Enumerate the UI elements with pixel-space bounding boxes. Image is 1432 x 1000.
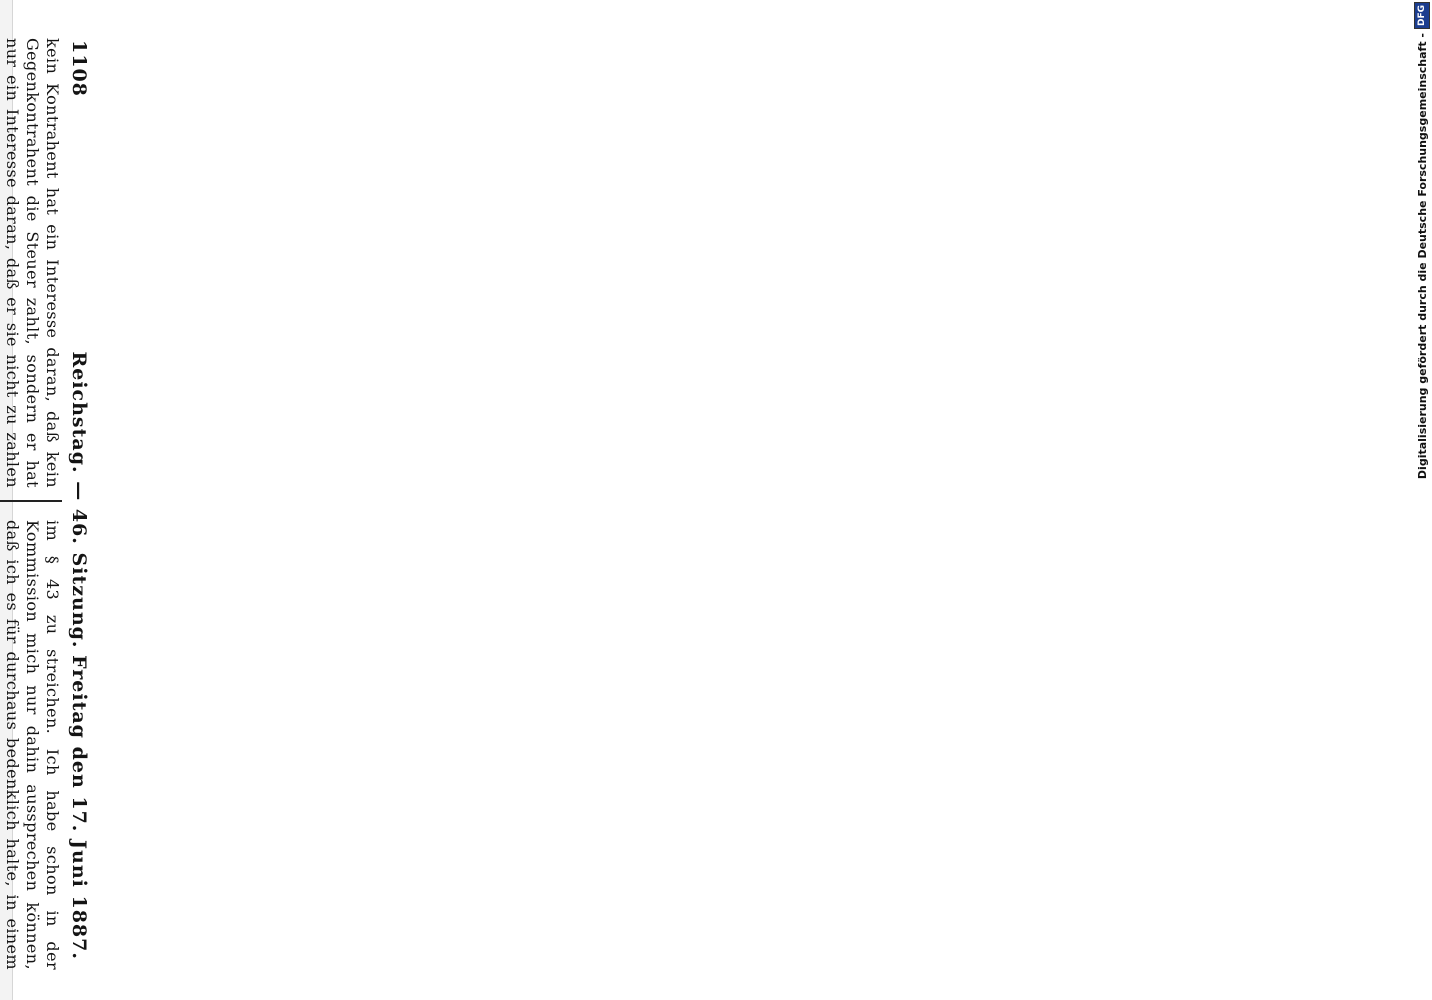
dfg-logo: DFG (1414, 2, 1430, 29)
page-header (70, 0, 90, 1000)
digitization-credit (1414, 2, 1430, 998)
text-column-left (0, 38, 62, 488)
page-number: 1108 (68, 40, 90, 97)
paragraph: kein Kontrahent hat ein Interesse daran, daß kein Gegenkontrahent die Steuer zahlt, sondern er hat nur ein Interesse daran, daß er sie nicht zu zahlen (2, 38, 62, 488)
running-title: Reichstag. — 46. Sitzung. (68, 351, 90, 649)
paragraph: im § 43 zu streichen. Ich habe schon in der Kommission mich nur dahin aussprechen können, daß ich es für durchaus bedenklich halte, in einem (2, 520, 62, 970)
credit-text: Digitalisierung gefördert durch die Deutsche Forschungsgemeinschaft - (1415, 33, 1429, 480)
session-date: Freitag den 17. Juni 1887. (68, 655, 90, 960)
column-divider (0, 500, 62, 502)
text-column-right (0, 520, 62, 970)
document-page (2, 0, 1360, 1000)
